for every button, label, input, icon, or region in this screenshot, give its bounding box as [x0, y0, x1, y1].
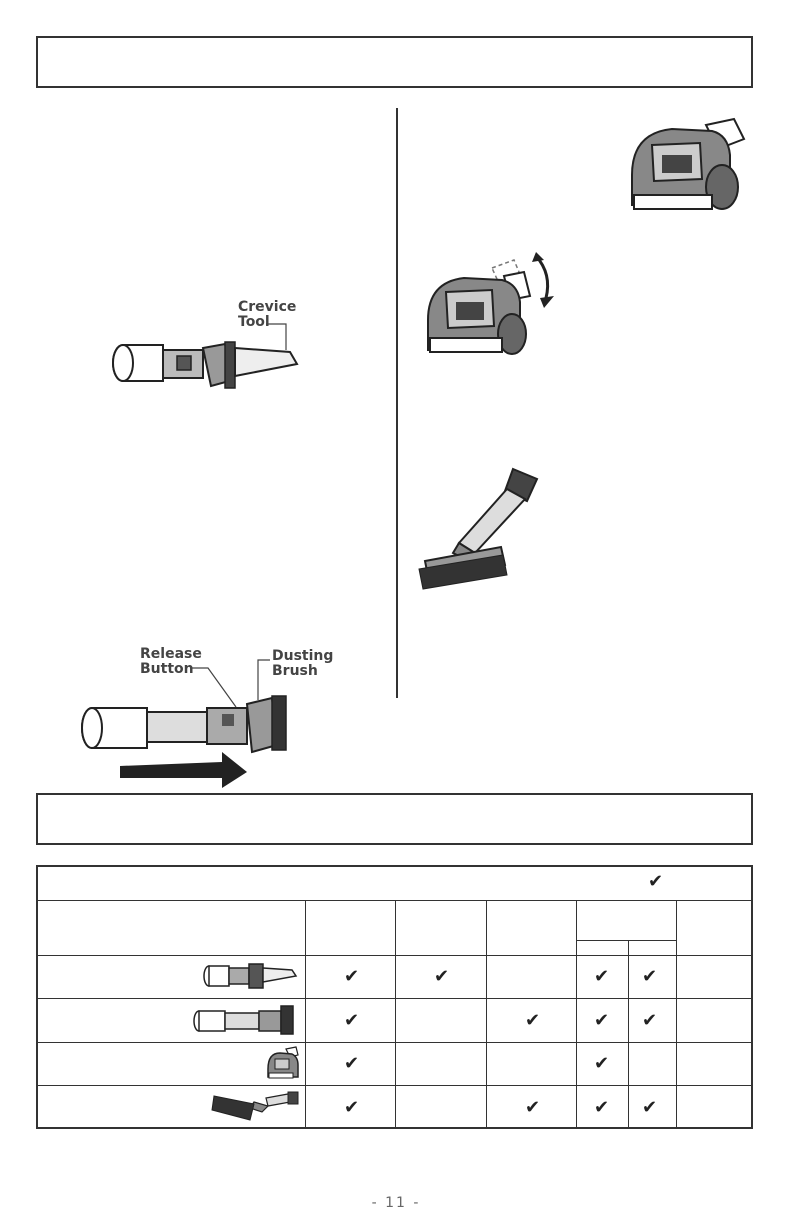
dusting-label-line2: Brush: [272, 663, 318, 679]
row4-col5-check: ✔: [642, 1097, 658, 1118]
page-number: - 11 -: [371, 1195, 421, 1211]
section-header-box-usage: [36, 793, 753, 845]
table-subheader-rule: [576, 940, 676, 941]
release-label-line2: Button: [140, 661, 194, 677]
row2-col1-check: ✔: [344, 1010, 360, 1031]
table-col-rule-1: [305, 900, 306, 1129]
crevice-label-line2: Tool: [238, 314, 270, 330]
crevice-leader-line: [262, 316, 292, 356]
turbo-brush-thumbnail: [264, 1045, 302, 1081]
column-divider: [396, 108, 398, 698]
row1-col5-check: ✔: [642, 966, 658, 987]
dusting-brush-thumbnail: [190, 1002, 302, 1036]
row2-col4-check: ✔: [594, 1010, 610, 1031]
dusting-label-line1: Dusting: [272, 648, 334, 664]
table-col-rule-2: [395, 900, 396, 1129]
turbo-brush-rotate-illustration: [420, 250, 560, 365]
section-header-box-top: [36, 36, 753, 88]
row1-col2-check: ✔: [434, 966, 450, 987]
row3-col4-check: ✔: [594, 1053, 610, 1074]
row4-col4-check: ✔: [594, 1097, 610, 1118]
table-col-rule-6: [676, 900, 677, 1129]
table-header-check: ✔: [648, 871, 664, 892]
table-col-rule-5: [628, 940, 629, 1129]
scrub-brush-thumbnail: [210, 1088, 302, 1124]
crevice-tool-thumbnail: [200, 958, 300, 992]
row4-col1-check: ✔: [344, 1097, 360, 1118]
release-label-line1: Release: [140, 646, 202, 662]
table-col-rule-4: [576, 900, 577, 1129]
row2-col5-check: ✔: [642, 1010, 658, 1031]
row3-col1-check: ✔: [344, 1053, 360, 1074]
row1-col4-check: ✔: [594, 966, 610, 987]
row1-col1-check: ✔: [344, 966, 360, 987]
scrub-brush-illustration: [415, 465, 550, 595]
table-col-rule-3: [486, 900, 487, 1129]
dusting-leader-lines: [186, 655, 286, 715]
row4-col3-check: ✔: [525, 1097, 541, 1118]
turbo-brush-illustration: [622, 115, 752, 220]
row2-col3-check: ✔: [525, 1010, 541, 1031]
crevice-label-line1: Crevice: [238, 299, 297, 315]
